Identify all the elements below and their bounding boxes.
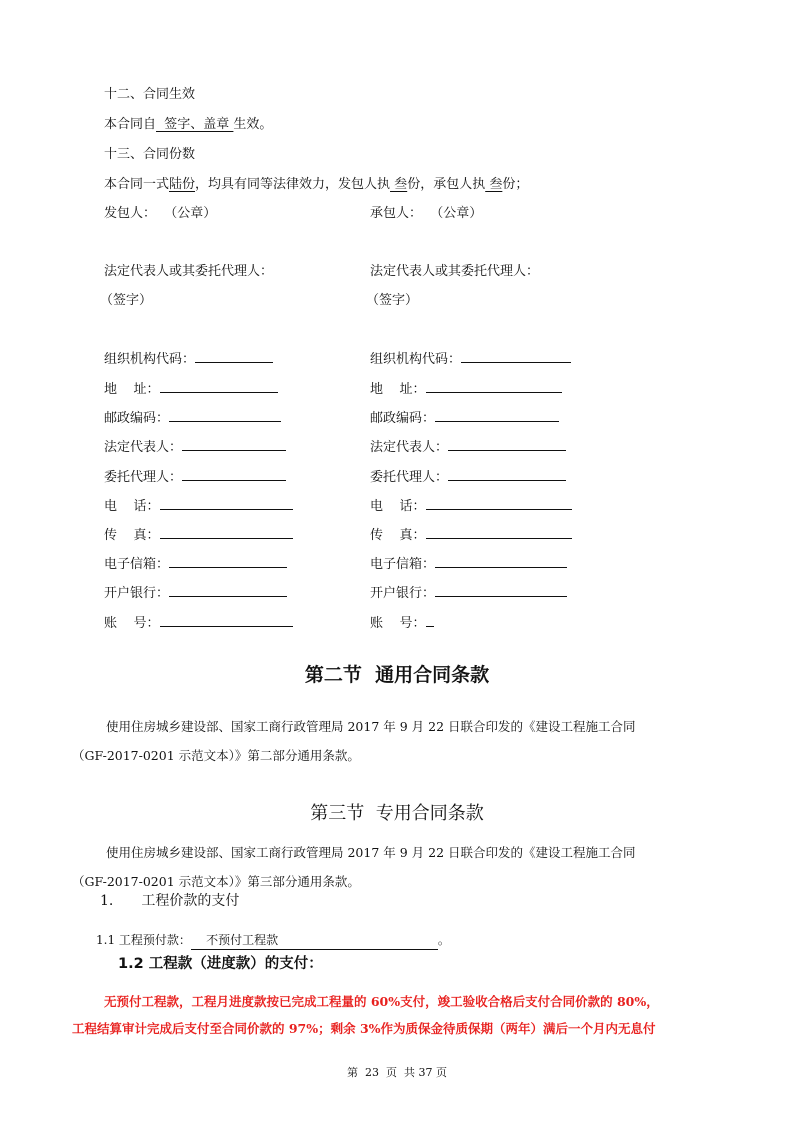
field-label: 法定代表人： bbox=[370, 440, 449, 455]
copies-text-2: ，均具有同等法律效力，发包人执 bbox=[195, 177, 391, 192]
field-label: 账 号： bbox=[104, 616, 160, 631]
employer-field bbox=[104, 614, 293, 633]
bank-blank[interactable] bbox=[435, 584, 567, 597]
employer-field bbox=[104, 380, 278, 399]
employer-copies: 叁 bbox=[390, 177, 408, 192]
contractor-field bbox=[370, 526, 572, 545]
item-1-number: 1. bbox=[100, 893, 114, 909]
postcode-blank[interactable] bbox=[435, 409, 559, 422]
section-3-line-2: （GF-2017-0201 示范文本）》第三部分通用条款。 bbox=[72, 874, 360, 889]
field-label: 开户银行： bbox=[370, 586, 436, 601]
contractor-sign-label: （签字） bbox=[366, 293, 419, 308]
field-label: 电 话： bbox=[104, 499, 160, 514]
agent-blank[interactable] bbox=[448, 468, 566, 481]
phone-blank[interactable] bbox=[426, 497, 572, 510]
employer-field bbox=[104, 468, 286, 487]
copies-text-4: 份； bbox=[502, 177, 529, 192]
item-1-1 bbox=[96, 931, 450, 950]
item-1-1-label: 1.1 工程预付款： bbox=[96, 933, 191, 947]
bank-blank[interactable] bbox=[169, 584, 287, 597]
field-label: 传 真： bbox=[104, 528, 160, 543]
field-label: 开户银行： bbox=[104, 586, 170, 601]
field-label: 地 址： bbox=[104, 382, 160, 397]
employer-rep-label: 法定代表人或其委托代理人： bbox=[104, 264, 274, 279]
item-1-2-title: 1.2 工程款（进度款）的支付： bbox=[118, 956, 323, 972]
field-label: 组织机构代码： bbox=[370, 352, 462, 367]
employer-field bbox=[104, 497, 293, 516]
field-label: 电 话： bbox=[370, 499, 426, 514]
employer-field bbox=[104, 555, 287, 574]
agent-blank[interactable] bbox=[182, 468, 286, 481]
phone-blank[interactable] bbox=[160, 497, 293, 510]
item-1-1-end: 。 bbox=[437, 933, 450, 947]
field-label: 组织机构代码： bbox=[104, 352, 196, 367]
email-blank[interactable] bbox=[435, 555, 567, 568]
section-12-text bbox=[104, 116, 272, 134]
employer-sign-label: （签字） bbox=[100, 293, 153, 308]
section-2-title: 第二节 通用合同条款 bbox=[304, 664, 490, 686]
employer-field bbox=[104, 409, 281, 428]
item-1-title: 工程价款的支付 bbox=[141, 893, 240, 909]
section-12-title: 十二、合同生效 bbox=[104, 87, 196, 102]
field-label: 电子信箱： bbox=[370, 557, 436, 572]
legal-rep-blank[interactable] bbox=[448, 438, 566, 451]
field-label: 委托代理人： bbox=[104, 470, 183, 485]
field-label: 邮政编码： bbox=[104, 411, 170, 426]
contractor-field bbox=[370, 497, 572, 516]
employer-field bbox=[104, 526, 293, 545]
employer-party bbox=[104, 205, 216, 223]
field-label: 委托代理人： bbox=[370, 470, 449, 485]
effective-condition: 签字、盖章 bbox=[156, 117, 234, 132]
fax-blank[interactable] bbox=[426, 526, 572, 539]
payment-terms-line-2: 工程结算审计完成后支付至合同价款的 97%；剩余 3%作为质保金待质保期（两年）满后一个月内无息付 bbox=[72, 1021, 656, 1036]
field-label: 传 真： bbox=[370, 528, 426, 543]
contractor-field bbox=[370, 409, 559, 428]
field-label: 邮政编码： bbox=[370, 411, 436, 426]
employer-field bbox=[104, 438, 286, 457]
contractor-party bbox=[370, 205, 482, 223]
contractor-seal: （公章） bbox=[430, 206, 483, 221]
contractor-field bbox=[370, 380, 562, 399]
section-2-line-2: （GF-2017-0201 示范文本）》第二部分通用条款。 bbox=[72, 748, 360, 763]
field-label: 地 址： bbox=[370, 382, 426, 397]
advance-payment-value: 不预付工程款 bbox=[191, 931, 438, 950]
account-blank[interactable] bbox=[160, 614, 293, 627]
total-copies: 陆份 bbox=[169, 177, 196, 192]
section-2-line-1: 使用住房城乡建设部、国家工商行政管理局 2017 年 9 月 22 日联合印发的《建设工程施工合同 bbox=[106, 719, 636, 734]
page-number: 第 23 页 共 37 页 bbox=[347, 1066, 447, 1079]
contractor-field bbox=[370, 614, 434, 633]
account-blank[interactable] bbox=[426, 614, 434, 627]
contractor-label: 承包人： bbox=[370, 206, 423, 221]
email-blank[interactable] bbox=[169, 555, 287, 568]
text-after: 生效。 bbox=[233, 117, 273, 132]
legal-rep-blank[interactable] bbox=[182, 438, 286, 451]
org-code-blank[interactable] bbox=[461, 350, 571, 363]
address-blank[interactable] bbox=[160, 380, 278, 393]
contractor-copies: 叁 bbox=[485, 177, 503, 192]
text-before: 本合同自 bbox=[104, 117, 157, 132]
org-code-blank[interactable] bbox=[195, 350, 273, 363]
section-3-title: 第三节 专用合同条款 bbox=[310, 803, 484, 824]
fax-blank[interactable] bbox=[160, 526, 293, 539]
postcode-blank[interactable] bbox=[169, 409, 281, 422]
contractor-field bbox=[370, 584, 567, 603]
contractor-field bbox=[370, 438, 566, 457]
section-13-text bbox=[104, 176, 528, 194]
copies-text-3: 份，承包人执 bbox=[407, 177, 486, 192]
contractor-field bbox=[370, 555, 567, 574]
payment-terms-line-1: 无预付工程款，工程月进度款按已完成工程量的 60%支付，竣工验收合格后支付合同价款的 80%， bbox=[104, 994, 659, 1009]
employer-label: 发包人： bbox=[104, 206, 157, 221]
address-blank[interactable] bbox=[426, 380, 562, 393]
employer-seal: （公章） bbox=[164, 206, 217, 221]
item-1-heading bbox=[100, 892, 239, 910]
section-3-line-1: 使用住房城乡建设部、国家工商行政管理局 2017 年 9 月 22 日联合印发的《建设工程施工合同 bbox=[106, 845, 636, 860]
field-label: 法定代表人： bbox=[104, 440, 183, 455]
field-label: 账 号： bbox=[370, 616, 426, 631]
employer-field bbox=[104, 584, 287, 603]
contractor-field bbox=[370, 468, 566, 487]
field-label: 电子信箱： bbox=[104, 557, 170, 572]
copies-text-1: 本合同一式 bbox=[104, 177, 170, 192]
employer-field bbox=[104, 350, 273, 369]
contractor-rep-label: 法定代表人或其委托代理人： bbox=[370, 264, 540, 279]
section-13-title: 十三、合同份数 bbox=[104, 147, 196, 162]
contractor-field bbox=[370, 350, 571, 369]
